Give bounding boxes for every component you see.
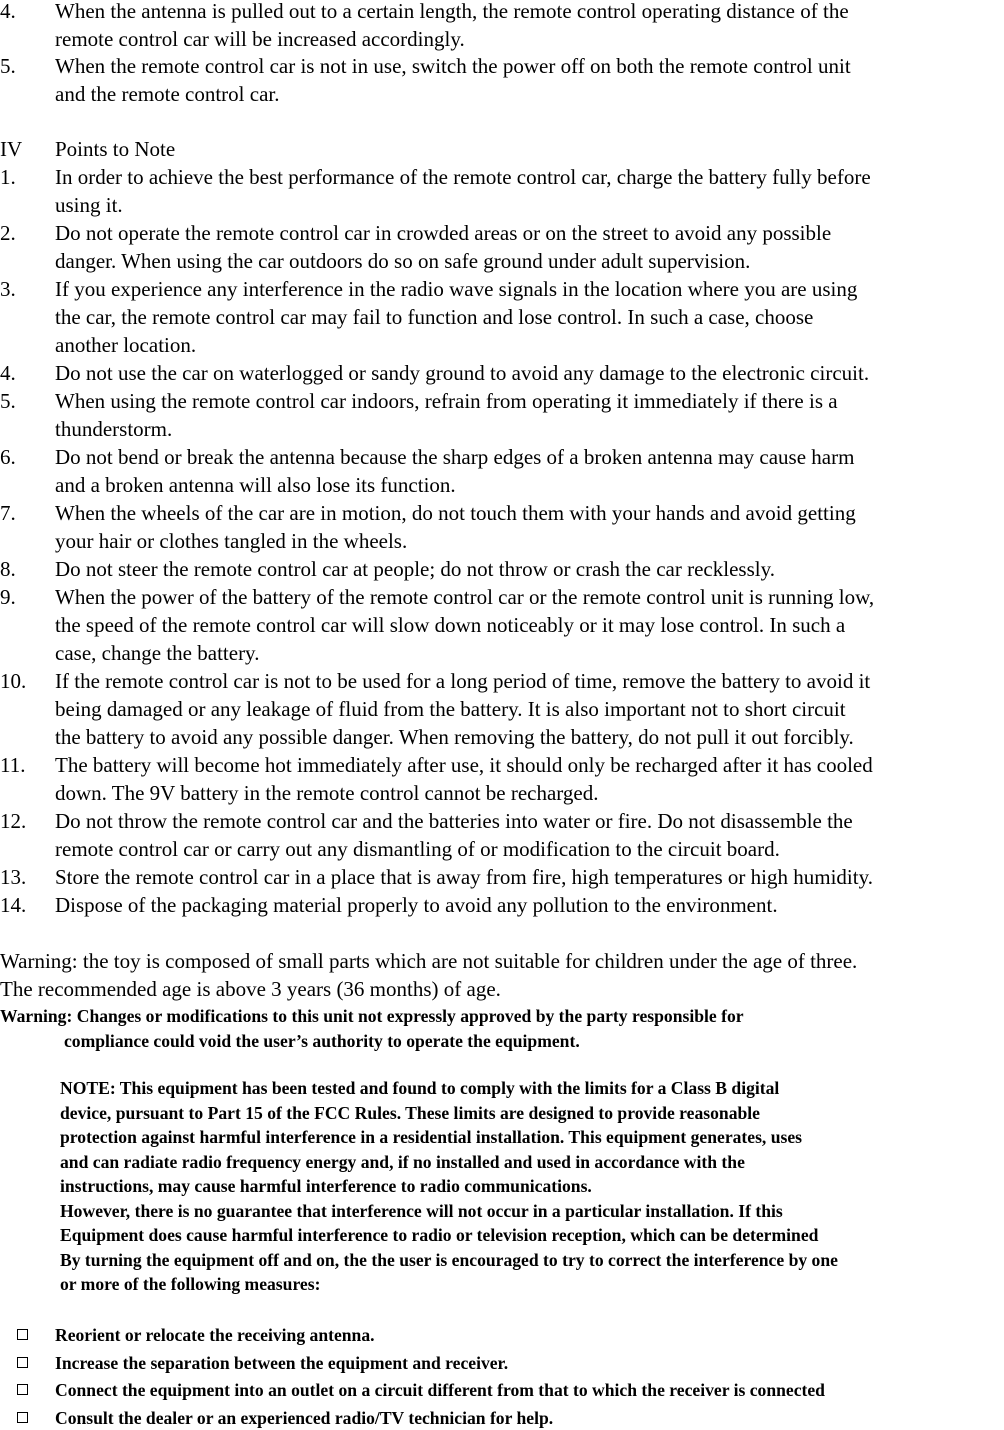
item-number: 3.	[0, 277, 16, 301]
section-number: IV	[0, 137, 23, 161]
item-number: 2.	[0, 221, 16, 245]
measure-text: Reorient or relocate the receiving antenna.	[55, 1325, 375, 1345]
item-number: 14.	[0, 893, 27, 917]
item-text: another location.	[55, 333, 197, 357]
item-text: and the remote control car.	[55, 82, 280, 106]
item-text: When the power of the battery of the remote control car or the remote control unit is running low,	[55, 585, 875, 609]
item-number: 11.	[0, 753, 26, 777]
checkbox-square-icon	[17, 1329, 28, 1340]
item-text: When the remote control car is not in use, switch the power off on both the remote control unit	[55, 54, 851, 78]
item-number: 4.	[0, 361, 16, 385]
item-text: remote control car or carry out any dismantling of or modification to the circuit board.	[55, 837, 780, 861]
item-text: remote control car will be increased accordingly.	[55, 27, 465, 51]
item-number: 1.	[0, 165, 16, 189]
item-text: Dispose of the packaging material properly to avoid any pollution to the environment.	[55, 893, 778, 917]
item-text: Do not steer the remote control car at people; do not throw or crash the car recklessly.	[55, 557, 775, 581]
item-text: The battery will become hot immediately after use, it should only be recharged after it has cooled	[55, 753, 873, 777]
item-text: and a broken antenna will also lose its function.	[55, 473, 456, 497]
item-text: the battery to avoid any possible danger. When removing the battery, do not pull it out forcibly.	[55, 725, 854, 749]
item-text: If you experience any interference in the radio wave signals in the location where you are using	[55, 277, 858, 301]
item-text: Do not throw the remote control car and the batteries into water or fire. Do not disassemble the	[55, 809, 853, 833]
measure-text: Increase the separation between the equipment and receiver.	[55, 1353, 509, 1373]
fcc-note-line: However, there is no guarantee that interference will not occur in a particular installation. If this	[60, 1200, 783, 1221]
measure-text: Connect the equipment into an outlet on a circuit different from that to which the receiver is connected	[55, 1380, 825, 1400]
fcc-note-line: Equipment does cause harmful interference to radio or television reception, which can be determined	[60, 1225, 819, 1245]
age-warning	[0, 947, 857, 1003]
fcc-warning-line: compliance could void the user’s authority to operate the equipment.	[64, 1030, 580, 1051]
item-number: 9.	[0, 585, 16, 609]
item-text: case, change the battery.	[55, 641, 260, 665]
item-number: 5.	[0, 54, 16, 78]
item-text: In order to achieve the best performance of the remote control car, charge the battery fully before	[55, 165, 871, 189]
fcc-note	[60, 1076, 838, 1297]
item-text: danger. When using the car outdoors do so on safe ground under adult supervision.	[55, 249, 751, 273]
checkbox-square-icon	[17, 1357, 28, 1368]
fcc-note-line: and can radiate radio frequency energy and, if no installed and used in accordance with the	[60, 1151, 745, 1172]
item-text: down. The 9V battery in the remote control cannot be recharged.	[55, 781, 599, 805]
fcc-warning	[0, 1004, 744, 1053]
item-text: Do not operate the remote control car in crowded areas or on the street to avoid any possible	[55, 221, 832, 245]
item-number: 6.	[0, 445, 16, 469]
fcc-note-line: protection against harmful interference in a residential installation. This equipment generates, uses	[60, 1127, 803, 1147]
checkbox-square-icon	[17, 1412, 28, 1423]
age-warning-line: The recommended age is above 3 years (36 months) of age.	[0, 977, 501, 1001]
item-text: using it.	[55, 193, 123, 217]
item-text: Do not bend or break the antenna because the sharp edges of a broken antenna may cause harm	[55, 445, 855, 469]
fcc-note-line: NOTE: This equipment has been tested and found to comply with the limits for a Class B digital	[60, 1078, 780, 1098]
item-text: Store the remote control car in a place that is away from fire, high temperatures or high humidity.	[55, 865, 873, 889]
section-title: Points to Note	[55, 137, 176, 161]
fcc-note-line: or more of the following measures:	[60, 1274, 321, 1294]
fcc-note-line: device, pursuant to Part 15 of the FCC Rules. These limits are designed to provide reasonable	[60, 1102, 760, 1123]
fcc-note-line: instructions, may cause harmful interference to radio communications.	[60, 1176, 592, 1196]
item-number: 5.	[0, 389, 16, 413]
item-number: 4.	[0, 0, 16, 23]
item-text: your hair or clothes tangled in the wheels.	[55, 529, 408, 553]
item-text: When the antenna is pulled out to a certain length, the remote control operating distance of the	[55, 0, 849, 23]
item-number: 12.	[0, 809, 27, 833]
item-text: When the wheels of the car are in motion, do not touch them with your hands and avoid getting	[55, 501, 856, 525]
measure-text: Consult the dealer or an experienced radio/TV technician for help.	[55, 1408, 554, 1428]
fcc-note-line: By turning the equipment off and on, the the user is encouraged to try to correct the interference by one	[60, 1249, 838, 1270]
item-text: being damaged or any leakage of fluid from the battery. It is also important not to short circuit	[55, 697, 846, 721]
item-text: Do not use the car on waterlogged or sandy ground to avoid any damage to the electronic circuit.	[55, 361, 870, 385]
item-text: the speed of the remote control car will slow down noticeably or it may lose control. In such a	[55, 613, 846, 637]
item-text: If the remote control car is not to be used for a long period of time, remove the battery to avoid it	[55, 669, 871, 693]
checkbox-square-icon	[17, 1384, 28, 1395]
age-warning-line: Warning: the toy is composed of small parts which are not suitable for children under the age of three.	[0, 949, 858, 973]
item-number: 13.	[0, 865, 27, 889]
item-text: When using the remote control car indoors, refrain from operating it immediately if there is a	[55, 389, 838, 413]
item-number: 10.	[0, 669, 27, 693]
item-number: 8.	[0, 557, 16, 581]
item-number: 7.	[0, 501, 16, 525]
item-text: the car, the remote control car may fail to function and lose control. In such a case, choose	[55, 305, 814, 329]
item-text: thunderstorm.	[55, 417, 173, 441]
fcc-warning-line: Warning: Changes or modifications to this unit not expressly approved by the party responsible for	[0, 1006, 744, 1026]
